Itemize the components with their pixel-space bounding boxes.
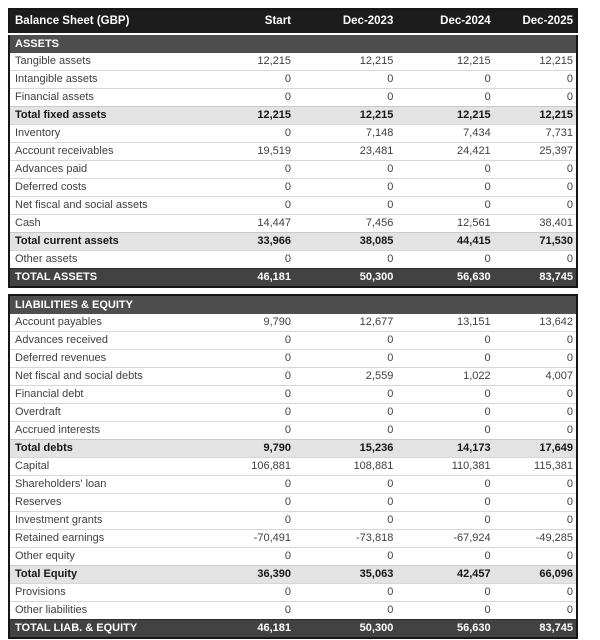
cell-value: 0	[497, 494, 577, 512]
table-row	[9, 620, 577, 639]
cell-value: 46,181	[228, 620, 297, 639]
cell-value: 0	[297, 584, 399, 602]
cell-value: 0	[297, 251, 399, 269]
sheet-title: Balance Sheet (GBP)	[9, 9, 228, 34]
cell-value: 0	[399, 332, 496, 350]
cell-value: -49,285	[497, 530, 577, 548]
cell-value: 83,745	[497, 620, 577, 639]
cell-value: 115,381	[497, 458, 577, 476]
cell-value: 0	[399, 548, 496, 566]
cell-value: 0	[399, 494, 496, 512]
row-label: Total Equity	[9, 566, 228, 584]
cell-value: 0	[399, 179, 496, 197]
cell-value: 0	[497, 422, 577, 440]
cell-value: 0	[228, 422, 297, 440]
cell-value: 7,434	[399, 125, 496, 143]
cell-value: 0	[497, 332, 577, 350]
cell-value: 13,642	[539, 316, 573, 328]
table-row	[9, 350, 577, 368]
cell-value: 42,457	[399, 566, 496, 584]
cell-value: 0	[497, 179, 577, 197]
row-label: Overdraft	[9, 404, 228, 422]
cell-value: 0	[297, 386, 399, 404]
row-label: Inventory	[9, 125, 228, 143]
row-label: Intangible assets	[9, 71, 228, 89]
cell-value: 0	[228, 368, 297, 386]
cell-value: 0	[297, 494, 399, 512]
cell-value: 0	[399, 476, 496, 494]
cell-value: 0	[497, 404, 577, 422]
cell-value: 36,390	[228, 566, 297, 584]
cell-value: 0	[497, 548, 577, 566]
cell-value: 66,096	[497, 566, 577, 584]
cell-value: 0	[399, 71, 496, 89]
table-row	[9, 548, 577, 566]
cell-value: 7,148	[297, 125, 399, 143]
cell-value: 23,481	[297, 143, 399, 161]
cell-value: 12,561	[399, 215, 496, 233]
cell-value: 9,790	[263, 316, 291, 328]
cell-value: 0	[297, 476, 399, 494]
cell-value: 12,215	[539, 55, 573, 67]
cell-value: 0	[497, 584, 577, 602]
cell-value: 38,401	[497, 215, 577, 233]
cell-value: 0	[399, 602, 496, 620]
cell-value: 0	[228, 251, 297, 269]
row-label: Net fiscal and social assets	[9, 197, 228, 215]
row-label: Total fixed assets	[9, 107, 228, 125]
cell-value: 0	[297, 512, 399, 530]
table-row	[9, 197, 577, 215]
cell-value: 1,022	[399, 368, 496, 386]
cell-value: 108,881	[297, 458, 399, 476]
table-row	[9, 386, 577, 404]
table-row	[9, 269, 577, 288]
column-header-start: Start	[228, 9, 297, 34]
row-label: Financial assets	[9, 89, 228, 107]
table-row	[9, 458, 577, 476]
cell-value: 0	[297, 404, 399, 422]
cell-value: 0	[228, 494, 297, 512]
balance-sheet-liabilities-table	[8, 294, 578, 639]
cell-value: 50,300	[297, 620, 399, 639]
row-label: Other assets	[9, 251, 228, 269]
table-row	[9, 53, 577, 71]
row-label: Total debts	[9, 440, 228, 458]
cell-value: 0	[297, 548, 399, 566]
cell-value: 0	[497, 71, 577, 89]
row-label: Cash	[9, 215, 228, 233]
cell-value: 0	[399, 404, 496, 422]
cell-value: 0	[228, 197, 297, 215]
cell-value: 0	[228, 512, 297, 530]
cell-value: 14,173	[399, 440, 496, 458]
row-label: Net fiscal and social debts	[9, 368, 228, 386]
cell-value: 0	[297, 197, 399, 215]
cell-value: 12,215	[257, 55, 291, 67]
row-label: Shareholders' loan	[9, 476, 228, 494]
cell-value: 35,063	[297, 566, 399, 584]
row-label: TOTAL LIAB. & EQUITY	[9, 620, 228, 639]
cell-value: 19,519	[228, 143, 297, 161]
cell-value: 83,745	[497, 269, 577, 288]
cell-value: 0	[228, 404, 297, 422]
cell-value: 0	[297, 350, 399, 368]
table-row	[9, 584, 577, 602]
row-label: Reserves	[9, 494, 228, 512]
cell-value: 46,181	[228, 269, 297, 288]
table-row	[9, 494, 577, 512]
cell-value: 9,790	[228, 440, 297, 458]
cell-value: 0	[497, 512, 577, 530]
table-row	[9, 143, 577, 161]
table-row	[9, 89, 577, 107]
table-row	[9, 161, 577, 179]
table-row	[9, 179, 577, 197]
row-label: Financial debt	[9, 386, 228, 404]
cell-value: 44,415	[399, 233, 496, 251]
cell-value: 0	[399, 386, 496, 404]
table-row	[9, 125, 577, 143]
row-label: Other equity	[9, 548, 228, 566]
cell-value: 38,085	[297, 233, 399, 251]
table-row	[9, 332, 577, 350]
cell-value: 0	[497, 476, 577, 494]
cell-value: 106,881	[228, 458, 297, 476]
cell-value: 7,731	[497, 125, 577, 143]
table-header-row	[9, 9, 577, 34]
balance-sheet-assets-table	[8, 8, 578, 288]
cell-value: 0	[497, 602, 577, 620]
table-row	[9, 107, 577, 125]
cell-value: 12,215	[399, 107, 496, 125]
cell-value: 0	[399, 350, 496, 368]
cell-value: 0	[228, 476, 297, 494]
row-label: Deferred revenues	[9, 350, 228, 368]
cell-value: 12,215	[359, 55, 394, 67]
cell-value: 0	[399, 251, 496, 269]
cell-value: 2,559	[297, 368, 399, 386]
row-label: Account payables	[15, 316, 102, 328]
table-row	[9, 530, 577, 548]
cell-value: 0	[399, 161, 496, 179]
table-row	[9, 404, 577, 422]
cell-value: 17,649	[497, 440, 577, 458]
table-row	[9, 566, 577, 584]
row-label: Advances received	[9, 332, 228, 350]
row-label: Accrued interests	[9, 422, 228, 440]
cell-value: 0	[399, 197, 496, 215]
cell-value: 12,215	[228, 107, 297, 125]
cell-value: 0	[228, 584, 297, 602]
cell-value: 0	[228, 161, 297, 179]
cell-value: 33,966	[228, 233, 297, 251]
table-row	[9, 314, 577, 332]
cell-value: 12,215	[297, 107, 399, 125]
cell-value: 15,236	[297, 440, 399, 458]
cell-value: 13,151	[457, 316, 491, 328]
row-label: Total current assets	[9, 233, 228, 251]
cell-value: 50,300	[297, 269, 399, 288]
cell-value: -70,491	[228, 530, 297, 548]
row-label: Capital	[9, 458, 228, 476]
cell-value: 0	[228, 125, 297, 143]
cell-value: 0	[297, 161, 399, 179]
cell-value: 0	[297, 89, 399, 107]
cell-value: 0	[228, 602, 297, 620]
row-label: Provisions	[9, 584, 228, 602]
table-row	[9, 368, 577, 386]
cell-value: 0	[297, 332, 399, 350]
cell-value: 0	[228, 332, 297, 350]
cell-value: 0	[228, 350, 297, 368]
column-header-dec-2024: Dec-2024	[399, 9, 496, 34]
table-row	[9, 215, 577, 233]
cell-value: 0	[399, 512, 496, 530]
row-label: TOTAL ASSETS	[9, 269, 228, 288]
cell-value: 56,630	[399, 620, 496, 639]
column-header-dec-2023: Dec-2023	[297, 9, 399, 34]
cell-value: -67,924	[399, 530, 496, 548]
row-label: Tangible assets	[15, 55, 91, 67]
cell-value: 0	[497, 161, 577, 179]
cell-value: 0	[228, 386, 297, 404]
section-title: LIABILITIES & EQUITY	[9, 295, 577, 314]
cell-value: 0	[228, 548, 297, 566]
cell-value: 0	[228, 179, 297, 197]
cell-value: 0	[497, 251, 577, 269]
table-row	[9, 440, 577, 458]
cell-value: 25,397	[497, 143, 577, 161]
row-label: Other liabilities	[9, 602, 228, 620]
table-row	[9, 422, 577, 440]
cell-value: 0	[399, 89, 496, 107]
row-label: Advances paid	[9, 161, 228, 179]
cell-value: 71,530	[497, 233, 577, 251]
cell-value: 0	[228, 71, 297, 89]
cell-value: 0	[297, 422, 399, 440]
cell-value: 7,456	[297, 215, 399, 233]
cell-value: -73,818	[297, 530, 399, 548]
cell-value: 4,007	[497, 368, 577, 386]
cell-value: 12,215	[497, 107, 577, 125]
cell-value: 0	[497, 89, 577, 107]
column-header-dec-2025: Dec-2025	[497, 9, 577, 34]
cell-value: 24,421	[399, 143, 496, 161]
table-row	[9, 512, 577, 530]
table-row	[9, 602, 577, 620]
row-label: Account receivables	[9, 143, 228, 161]
table-row	[9, 251, 577, 269]
cell-value: 0	[228, 89, 297, 107]
row-label: Investment grants	[9, 512, 228, 530]
section-header-row	[9, 34, 577, 53]
cell-value: 0	[399, 422, 496, 440]
table-row	[9, 476, 577, 494]
table-row	[9, 71, 577, 89]
cell-value: 0	[497, 386, 577, 404]
cell-value: 0	[297, 602, 399, 620]
row-label: Retained earnings	[9, 530, 228, 548]
cell-value: 14,447	[228, 215, 297, 233]
cell-value: 0	[297, 179, 399, 197]
cell-value: 12,677	[359, 316, 394, 328]
cell-value: 0	[497, 197, 577, 215]
cell-value: 0	[297, 71, 399, 89]
section-header-row	[9, 295, 577, 314]
cell-value: 0	[497, 350, 577, 368]
cell-value: 110,381	[399, 458, 496, 476]
cell-value: 0	[399, 584, 496, 602]
section-title: ASSETS	[9, 34, 577, 53]
row-label: Deferred costs	[9, 179, 228, 197]
cell-value: 12,215	[457, 55, 491, 67]
cell-value: 56,630	[399, 269, 496, 288]
table-row	[9, 233, 577, 251]
